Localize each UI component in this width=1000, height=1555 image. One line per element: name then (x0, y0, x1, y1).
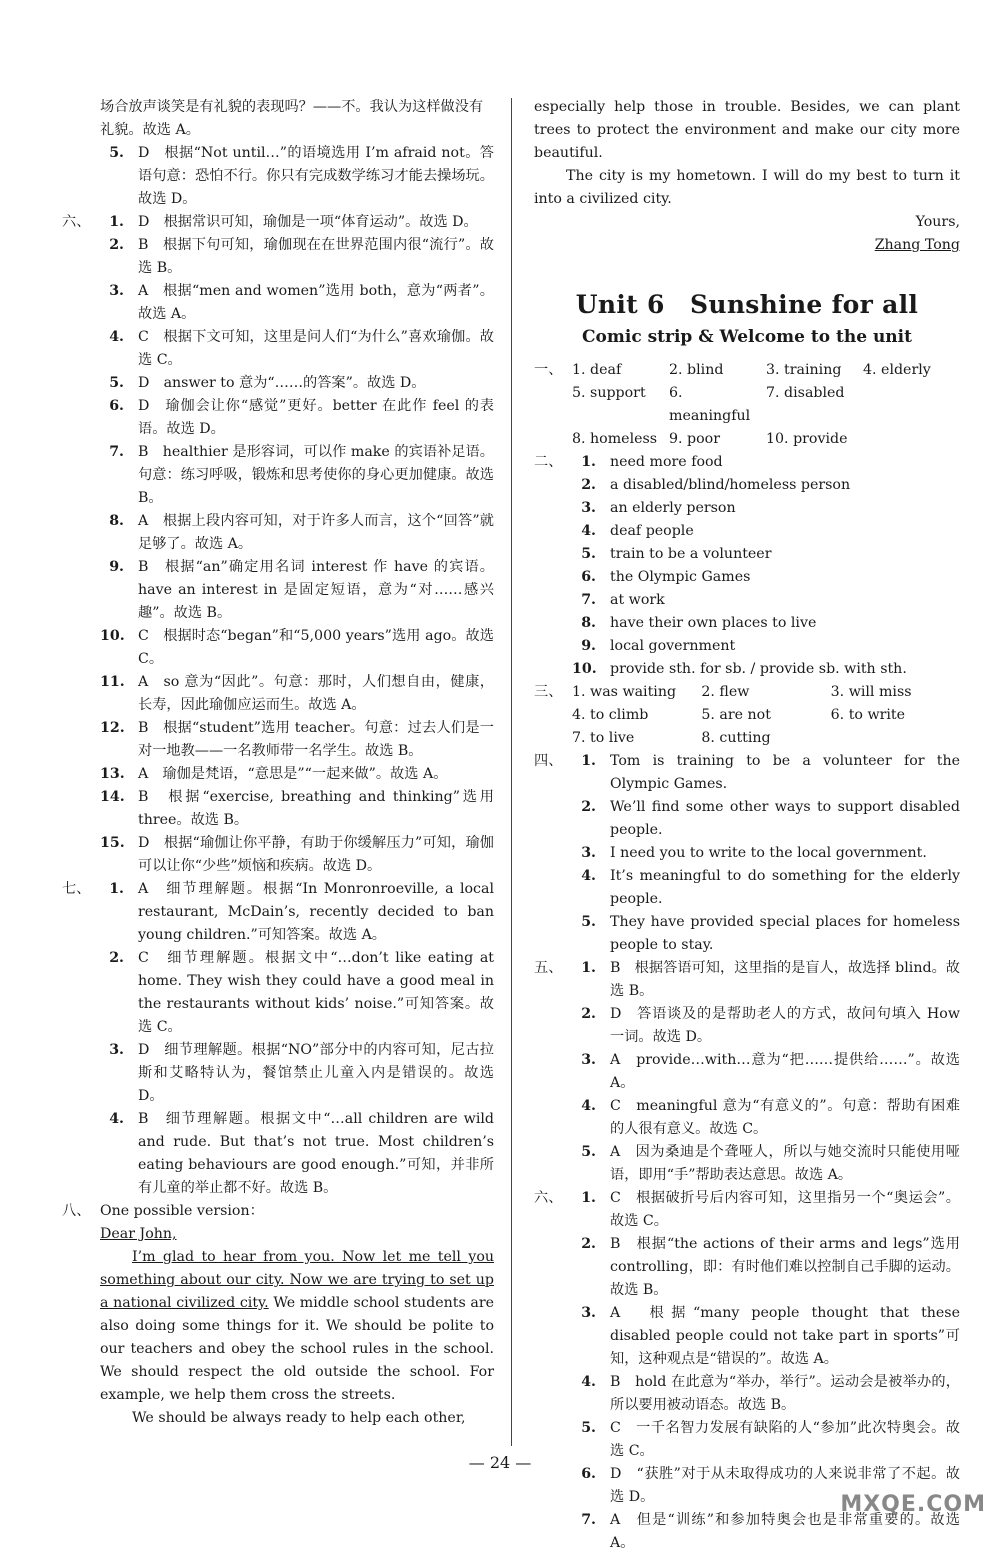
answer-cell: 1. deaf (572, 362, 622, 378)
item-number: 3. (581, 500, 596, 516)
item-text: A 根据“many people thought that these disabled people could not take part in sports”可知，这种观点是“错误的”。故选 A。 (610, 1305, 960, 1367)
answer-item (534, 474, 960, 497)
section-label (62, 1039, 100, 1108)
section-label (62, 717, 100, 763)
answer-item (534, 566, 960, 589)
answer-item (534, 1302, 960, 1371)
answer-cell: 6. meaningful (669, 385, 751, 424)
answer-cell: 2. blind (669, 362, 724, 378)
answer-item (62, 280, 494, 326)
answer-cell: 1. was waiting (572, 684, 677, 700)
item-text: B hold 在此意为“举办，举行”。运动会是被举办的，所以要用被动语态。故选 B。 (610, 1374, 960, 1413)
left-column (62, 96, 494, 1430)
item-number: 2. (581, 477, 596, 493)
item-number: 1. (109, 214, 124, 230)
answer-item (534, 589, 960, 612)
section-label (534, 428, 572, 451)
section-4 (534, 750, 960, 957)
answer-cell: 8. cutting (701, 730, 771, 746)
word-row (534, 428, 960, 451)
item-text: C meaningful 意为“有意义的”。句意：帮助有困难的人很有意义。故选 C。 (610, 1098, 960, 1137)
right-column (534, 96, 960, 1555)
section-label (534, 1371, 572, 1417)
item-text: at work (610, 592, 665, 608)
letter-paragraph (100, 1246, 494, 1407)
item-text: local government (610, 638, 736, 654)
item-number: 4. (109, 329, 124, 345)
item-text: B 根据下句可知，瑜伽现在在世界范围内很“流行”。故选 B。 (138, 237, 494, 276)
section-7 (62, 878, 494, 1200)
answer-cell: 2. flew (701, 684, 750, 700)
item-text: B 根据“student”选用 teacher。句意：过去人们是一对一地教——一名教师带一名学生。故选 B。 (138, 720, 494, 759)
item-text: A 瑜伽是梵语，“意思是”“一起来做”。故选 A。 (138, 766, 448, 782)
section-label (62, 556, 100, 625)
item-text: D 根据常识可知，瑜伽是一项“体育运动”。故选 D。 (138, 214, 478, 230)
item-text: have their own places to live (610, 615, 817, 631)
section-label (534, 566, 572, 589)
item-number: 15. (100, 835, 125, 851)
column-divider (511, 98, 512, 1446)
item-text: a disabled/blind/homeless person (610, 477, 851, 493)
section-label (534, 1141, 572, 1187)
answer-cell: 5. support (572, 385, 646, 401)
section-3 (534, 681, 960, 750)
item-number: 7. (581, 1512, 596, 1528)
item-number: 1. (581, 1190, 596, 1206)
answer-cell: 3. will miss (830, 684, 912, 700)
section-5 (534, 957, 960, 1187)
item-number: 5. (109, 375, 124, 391)
word-row (534, 359, 960, 382)
answer-item (534, 842, 960, 865)
answer-item (534, 750, 960, 796)
item-text: D 根据“Not until…”的语境选用 I’m afraid not。答语句意：恐怕不行。你只有完成数学练习才能去操场玩。故选 D。 (138, 145, 494, 207)
section-label (62, 947, 100, 1039)
section-6 (62, 211, 494, 878)
section-label: 八、 (62, 1203, 91, 1219)
answer-item (62, 372, 494, 395)
section-label (534, 1095, 572, 1141)
item-number: 12. (100, 720, 125, 736)
letter-signature: Zhang Tong (874, 237, 960, 253)
section-1 (534, 359, 960, 451)
item-number: 8. (581, 615, 596, 631)
section-label: 二、 (534, 454, 563, 470)
watermark-logo: MXQE.COM (840, 1492, 986, 1517)
section-label (62, 395, 100, 441)
item-text: They have provided special places for homeless people to stay. (610, 914, 960, 953)
section-label (62, 786, 100, 832)
item-number: 2. (109, 237, 124, 253)
section-label (62, 372, 100, 395)
item-text: I need you to write to the local government. (610, 845, 927, 861)
item-number: 4. (581, 868, 596, 884)
answer-cell: 5. are not (701, 707, 771, 723)
section-label (534, 658, 572, 681)
answer-item (534, 957, 960, 1003)
section-label: 六、 (534, 1190, 563, 1206)
item-text: We’ll find some other ways to support disabled people. (610, 799, 960, 838)
section-label (62, 280, 100, 326)
item-number: 3. (109, 283, 124, 299)
section-label: 一、 (534, 362, 563, 378)
item-number: 6. (581, 1466, 596, 1482)
item-number: 3. (581, 1305, 596, 1321)
item-number: 6. (581, 569, 596, 585)
item-text: provide sth. for sb. / provide sb. with sth. (610, 661, 907, 677)
paragraph-rest: We middle school students are also doing some things for it. We should be polite to our teachers and obey the school rules in the school. We should respect the old outside the school. For example, we help them cross the streets. (100, 1295, 495, 1403)
answer-item (62, 671, 494, 717)
section-label (534, 911, 572, 957)
section-label (534, 704, 572, 727)
item-number: 5. (109, 145, 124, 161)
answer-item (62, 234, 494, 280)
answer-item (62, 395, 494, 441)
item-number: 2. (109, 950, 124, 966)
item-number: 5. (581, 1144, 596, 1160)
answer-item (62, 878, 494, 947)
answer-item (62, 947, 494, 1039)
section-label (534, 796, 572, 842)
item-number: 6. (109, 398, 124, 414)
item-text: B 根据“exercise, breathing and thinking”选用 three。故选 B。 (138, 789, 494, 828)
section-label (534, 1049, 572, 1095)
answer-cell: 6. to write (830, 707, 906, 723)
section-subtitle: Comic strip & Welcome to the unit (582, 327, 912, 347)
section-label (62, 1108, 100, 1200)
item-text: C 一千名智力发展有缺陷的人“参加”此次特奥会。故选 C。 (610, 1420, 960, 1459)
item-number: 1. (581, 454, 596, 470)
answer-item (534, 612, 960, 635)
section-label (534, 1509, 572, 1555)
letter-closing: Yours, (915, 214, 960, 230)
section-label (62, 671, 100, 717)
section-label (534, 635, 572, 658)
answer-item (534, 520, 960, 543)
item-text: A 但是“训练”和参加特奥会也是非常重要的。故选 A。 (610, 1512, 960, 1551)
section-label: 七、 (62, 881, 91, 897)
item-text: deaf people (610, 523, 694, 539)
answer-cell (863, 428, 960, 451)
word-row (534, 681, 960, 704)
section-label: 四、 (534, 753, 563, 769)
answer-item (62, 625, 494, 671)
item-text: D 瑜伽会让你“感觉”更好。better 在此作 feel 的表语。故选 D。 (138, 398, 494, 437)
item-text: A 因为桑迪是个聋哑人，所以与她交流时只能使用哑语，即用“手”帮助表达意思。故选 A。 (610, 1144, 960, 1183)
section-2 (534, 451, 960, 681)
section-label (534, 1233, 572, 1302)
section-label (534, 543, 572, 566)
letter-paragraph: The city is my hometown. I will do my best to turn it into a civilized city. (534, 168, 960, 207)
answer-item (62, 832, 494, 878)
item-text: B 根据答语可知，这里指的是盲人，故选择 blind。故选 B。 (610, 960, 960, 999)
unit-title: Unit 6 Sunshine for all (575, 290, 919, 319)
item-text: need more food (610, 454, 723, 470)
section-label (534, 382, 572, 428)
letter-continuation: especially help those in trouble. Besides, we can plant trees to protect the environment and make our city more beautiful. (534, 99, 960, 161)
section-label (62, 625, 100, 671)
letter-body (100, 1223, 494, 1430)
answer-item (534, 635, 960, 658)
item-number: 1. (581, 753, 596, 769)
item-text: B 根据“an”确定用名词 interest 作 have 的宾语。have an interest in 是固定短语，意为“对……感兴趣”。故选 B。 (138, 559, 494, 621)
word-row (534, 382, 960, 428)
answer-item (534, 658, 960, 681)
answer-item (62, 1039, 494, 1108)
item-number: 2. (581, 1236, 596, 1252)
answer-item (534, 1003, 960, 1049)
word-row (534, 704, 960, 727)
section-label (62, 763, 100, 786)
section-label (534, 474, 572, 497)
item-text: D 根据“瑜伽让你平静，有助于你缓解压力”可知，瑜伽可以让你“少些”烦恼和疾病。故选 D。 (138, 835, 494, 874)
item-number: 1. (109, 881, 124, 897)
item-text: train to be a volunteer (610, 546, 772, 562)
item-text: B 细节理解题。根据文中“…all children are wild and rude. But that’s not true. Most children’s eating behaviours are good enough.”可知，并非所有儿童的举止都不好。故选 B。 (138, 1111, 494, 1196)
item-number: 5. (581, 546, 596, 562)
item-number: 7. (109, 444, 124, 460)
answer-item (62, 142, 494, 211)
answer-item (534, 497, 960, 520)
item-text: an elderly person (610, 500, 736, 516)
answer-item (534, 1371, 960, 1417)
answer-item (62, 1108, 494, 1200)
item-text: the Olympic Games (610, 569, 751, 585)
section-label (62, 326, 100, 372)
item-text: A so 意为“因此”。句意：那时，人们想自由，健康，长寿，因此瑜伽应运而生。故选 A。 (138, 674, 494, 713)
item-number: 4. (581, 523, 596, 539)
item-text: D 细节理解题。根据“NO”部分中的内容可知，尼古拉斯和艾略特认为，餐馆禁止儿童入内是错误的。故选 D。 (138, 1042, 494, 1104)
item-text: A 细节理解题。根据“In Monronroeville, a local restaurant, McDain’s, recently decided to ban young children.”可知答案。故选 A。 (138, 881, 494, 943)
answer-item (62, 211, 494, 234)
item-number: 4. (109, 1111, 124, 1127)
section-label (62, 441, 100, 510)
item-text: D 答语谈及的是帮助老人的方式，故问句填入 How 一词。故选 D。 (610, 1006, 960, 1045)
item-text: D “获胜”对于从未取得成功的人来说非常了不起。故选 D。 (610, 1466, 960, 1505)
item-number: 1. (581, 960, 596, 976)
section-label (62, 510, 100, 556)
section-label (534, 727, 572, 750)
item-number: 4. (581, 1098, 596, 1114)
answer-cell: 8. homeless (572, 431, 658, 447)
answer-item (534, 911, 960, 957)
item-text: B 根据“the actions of their arms and legs”选用 controlling，即：有时他们难以控制自己手脚的运动。故选 B。 (610, 1236, 960, 1298)
item-number: 3. (109, 1042, 124, 1058)
section-label (62, 234, 100, 280)
answer-item (534, 1095, 960, 1141)
answer-cell: 4. elderly (863, 362, 931, 378)
answer-item (534, 451, 960, 474)
answer-item (534, 1049, 960, 1095)
answer-cell: 9. poor (669, 431, 720, 447)
answer-item (62, 763, 494, 786)
answer-cell: 3. training (766, 362, 842, 378)
item-number: 4. (581, 1374, 596, 1390)
item-number: 14. (100, 789, 125, 805)
answer-item (534, 796, 960, 842)
item-text: A provide…with…意为“把……提供给……”。故选 A。 (610, 1052, 960, 1091)
item-number: 13. (100, 766, 125, 782)
answer-item (62, 441, 494, 510)
item-number: 3. (581, 845, 596, 861)
section-label (534, 612, 572, 635)
item-number: 2. (581, 1006, 596, 1022)
item-text: Tom is training to be a volunteer for the Olympic Games. (610, 753, 960, 792)
section-label (62, 832, 100, 878)
answer-item (62, 326, 494, 372)
answer-item (62, 510, 494, 556)
answer-cell: 10. provide (766, 431, 848, 447)
item-text: C 根据破折号后内容可知，这里指另一个“奥运会”。故选 C。 (610, 1190, 960, 1229)
item-number: 10. (572, 661, 597, 677)
item-number: 2. (581, 799, 596, 815)
section-label: 三、 (534, 684, 563, 700)
answer-cell: 7. disabled (766, 385, 845, 401)
answer-item (62, 786, 494, 832)
item-text: A 根据上段内容可知，对于许多人而言，这个“回答”就足够了。故选 A。 (138, 513, 494, 552)
item-text: C 根据下文可知，这里是问人们“为什么”喜欢瑜伽。故选 C。 (138, 329, 494, 368)
answer-cell (863, 382, 960, 428)
answer-item (534, 1187, 960, 1233)
answer-item (534, 865, 960, 911)
item-number: 8. (109, 513, 124, 529)
section-label (534, 497, 572, 520)
item-text: B healthier 是形容词，可以作 make 的宾语补足语。句意：练习呼吸，锻炼和思考使你的身心更加健康。故选 B。 (138, 444, 494, 506)
answer-cell (831, 727, 960, 750)
answer-cell: 4. to climb (572, 707, 649, 723)
section-label (534, 1003, 572, 1049)
section-8-heading (62, 1200, 494, 1223)
answer-item (534, 1141, 960, 1187)
answer-cell: 7. to live (572, 730, 635, 746)
answer-item (62, 717, 494, 763)
section-label (534, 865, 572, 911)
item-text: C 细节理解题。根据文中“…don’t like eating at home. They wish they could have a good meal in the restaurants without kids’ noise.”可知答案。故选 C。 (138, 950, 494, 1035)
item-number: 3. (581, 1052, 596, 1068)
section-label (534, 842, 572, 865)
item-number: 7. (581, 592, 596, 608)
letter-paragraph-2: We should be always ready to help each other, (132, 1410, 466, 1426)
section-label (534, 589, 572, 612)
intro-text: 场合放声谈笑是有礼貌的表现吗？——不。我认为这样做没有礼貌。故选 A。 (100, 99, 484, 138)
answer-item (534, 543, 960, 566)
salutation: Dear John, (100, 1226, 177, 1242)
item-text: A 根据“men and women”选用 both，意为“两者”。故选 A。 (138, 283, 494, 322)
item-text: C 根据时态“began”和“5,000 years”选用 ago。故选 C。 (138, 628, 494, 667)
answer-item (62, 556, 494, 625)
item-number: 9. (109, 559, 124, 575)
section-label: 六、 (62, 214, 91, 230)
page-number: — 24 — (468, 1453, 532, 1472)
item-text: D answer to 意为“……的答案”。故选 D。 (138, 375, 426, 391)
item-number: 10. (100, 628, 125, 644)
word-row (534, 727, 960, 750)
section-label (534, 1302, 572, 1371)
item-text: It’s meaningful to do something for the elderly people. (610, 868, 960, 907)
item-number: 11. (100, 674, 125, 690)
section-label (534, 520, 572, 543)
section-label: 五、 (534, 960, 563, 976)
item-number: 5. (581, 1420, 596, 1436)
item-number: 9. (581, 638, 596, 654)
section-heading: One possible version： (100, 1203, 264, 1219)
underlined-sentences: I’m glad to hear from you. Now let me tell you something about our city. Now we are trying to set up a national civilized city. (100, 1249, 494, 1311)
answer-item (534, 1233, 960, 1302)
item-number: 5. (581, 914, 596, 930)
